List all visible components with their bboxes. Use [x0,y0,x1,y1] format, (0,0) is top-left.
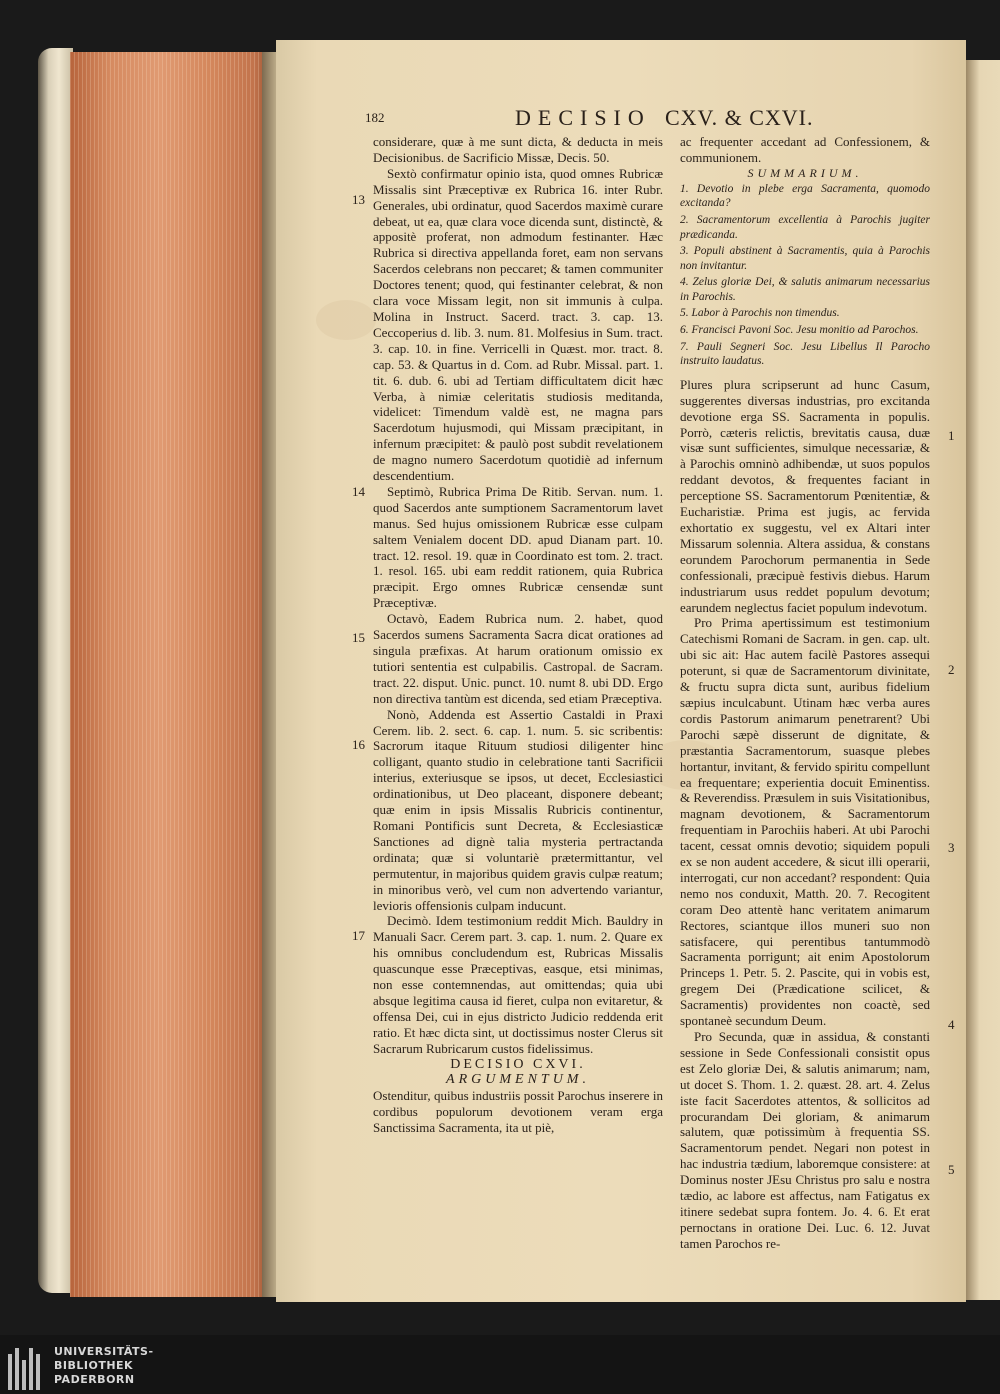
margin-number: 13 [352,192,365,207]
left-column [373,134,663,1136]
margin-number: 1 [948,428,955,443]
paragraph: Octavò, Eadem Rubrica num. 2. habet, quod Sacerdos sumens Sacramenta Sacra dicat orationes ad singula præfixas. At harum orationum omissio ex tutiori sententia est culpabilis. Castropal. de Sacram. tract. 22. disput. Unic. punct. 10. numt 8. ubi DD. Ergo non directiva tantùm est dicenda, sed etiam Præceptiva. [373,611,663,706]
margin-number: 4 [948,1017,955,1032]
page-number: 182 [365,110,385,125]
paragraph: Pro Prima apertissimum est testimonium Catechismi Romani de Sacram. in gen. cap. ult. ubi sic ait: Hac autem facilè Pastores assequi poterunt, si quæ de Sacramentorum divinitate, & fructu supra dicta sunt, auribus fidelium sæpius inculcabunt. Utinam hæc verba aures cordis Pastorum animarum penetrarent? Ubi Parochi sæpè disserunt de dignitate, & præstantia Sacramentorum, suasque plebes hortantur, invitant, & fervido spiritu compellunt ea frequentare; experientia docuit Eminentiss. & Reverendiss. Præsulem in suis Visitationibus, magnam devotionem, & Sacramentorum frequentiam in Parochiis haberi. At ubi Parochi tacent, cessat omnis devotio; siquidem populi ex se non audent accedere, & sicut illi operarii, interrogati, cur non accedant? respondent: Quia nemo nos conduxit, Matth. 20. 7. Recogitent coram Deo attentè hanc veritatem animarum Rectores, sciantque illos muneri suo non satisfacere, qui perentibus tantummodò Sacramenta porrigunt; ait enim Apostolorum Princeps 1. Petr. 5. 2. Pascite, qui in vobis est, gregem Dei (Prædicatione scilicet, & Sacramentis) providentes non coactè, sed spontaneè secundum Deum. [680,615,930,1029]
margin-number: 2 [948,662,955,677]
logo-line: BIBLIOTHEK [54,1359,134,1372]
summarium-title: SUMMARIUM. [747,165,863,180]
summarium-item: 7. Pauli Segneri Soc. Jesu Libellus Il Parocho instruito laudatus. [680,340,930,368]
summarium-item: 5. Labor à Parochis non timendus. [680,307,840,320]
summarium-item: 3. Populi abstinent à Sacramentis, quia à Parochis non invitantur. [680,245,930,272]
book-spine [38,48,73,1293]
paragraph: Septimò, Rubrica Prima De Ritib. Servan. num. 1. quod Sacerdos ante sumptionem Sacramentorum lavet manus. Sed hujus omissionem Rubricæ esse culpam saltem Venialem docent DD. apud Dianam part. 10. tract. 12. resol. 19. quæ in Coordinato est tom. 2. tract. 1. resol. 165. ubi eam reddit rationem, quia Rubrica præcipit. Ergo omnes Rubricæ censendæ sunt Præceptivæ. [373,483,663,611]
paragraph: Nonò, Addenda est Assertio Castaldi in Praxi Cerem. lib. 2. sect. 6. cap. 1. num. 5. sic scribentis: Sacrorum itaque Rituum studiosi diligenter hinc colligant, quanto studio in celebratione tanti Sacrificii interius, exteriusque se ipsos, ut decet, Ecclesiastici ordinationibus, ut Deo placeant, disponere debeant; quæ enim in ipsis Missalis Rubricis continentur, Romani Pontificis sunt Decreta, & Ecclesiasticæ Sanctiones ad dignè talia mysteria pertractanda ordinata; quæ si voluntariè prætermittantur, vel permutentur, in majoribus quidem gravis culpæ reatum; in minoribus verò, vel cum non advertendo variantur, levioris offensionis culpam inducunt. [373,706,663,913]
margin-number: 16 [352,737,365,752]
paragraph: considerare, quæ à me sunt dicta, & deducta in meis Decisionibus. de Sacrificio Missæ, Decis. 50. [373,134,663,165]
logo-text [54,1345,154,1387]
summarium-item: 4. Zelus gloriæ Dei, & salutis animarum necessarius in Parochis. [680,276,930,303]
running-head-title: DECISIO [515,105,651,130]
margin-number: 5 [948,1162,955,1177]
decisio-title: DECISIO CXVI. [450,1056,586,1072]
argumentum-title: ARGUMENTUM. [446,1072,590,1088]
paragraph: Plures plura scripserunt ad hunc Casum, suggerentes diversas industrias, pro excitanda devotione erga SS. Sacramenta in populis. Porrò, cæteris relictis, brevitatis causa, duæ visæ sunt sufficientes, simulque necessariæ, & à Parochis omninò adhibendæ, ut suos populos reddant devotos, & frequentes faciant in perceptione SS. Sacramentorum Pœnitentiæ, & Eucharistiæ. Prima est jugis, ac fervida exhortatio ex suggestu, vel ex Altari inter Missarum solennia. Altera assidua, & constans eorundem Parochorum permanentia in Sede confessionali, præcipuè festivis diebus. Harum industriarum usus reddet populum devotum; earundem neglectus faciet populum indevotum. [680,376,930,615]
paragraph: Pro Secunda, quæ in assidua, & constanti sessione in Sede Confessionali consistit opus est Zelo gloriæ Dei, & salutis animarum; nam, ut docet S. Thom. 1. 2. quæst. 28. art. 4. Zelus iste facit Sacerdotes attentos, & sollicitos ad procurandam Dei gloriam, & animarum salutem, quæ potissimùm à frequentia SS. Sacramentorum pendet. Negari non potest in hac industria tædium, laboremque consistere: at Dominus noster JEsu Christus pro salu e nostra tædio, ac labore est affectus, nam Fatigatus ex itinere sedebat supra fontem. Jo. 4. 6. Et erat pernoctans in oratione Dei. Luc. 6. 12. Juvat tamen Parochos re- [680,1029,930,1251]
right-column [680,134,930,1252]
paragraph: ac frequenter accedant ad Confessionem, & communionem. [680,134,930,165]
margin-number: 3 [948,840,955,855]
running-head [365,105,945,135]
margin-number: 15 [352,630,365,645]
logo-line: PADERBORN [54,1373,135,1386]
logo-bars-icon [8,1348,46,1390]
logo-line: UNIVERSITÄTS- [54,1345,154,1358]
paragraph: Sextò confirmatur opinio ista, quod omnes Rubricæ Missalis sint Præceptivæ ex Rubrica 16. inter Rubr. Generales, ubi ordinatur, quod Sacerdos maximè curare debeat, ut ea, quæ clara voce dicenda sunt, distinctè, & appositè proferat, non admodum festinanter. Hæc Rubrica si directiva appellanda foret, eam non servans Sacerdos celebrans non peccaret; & tamen communiter Doctores tenent; quod, qui festinanter celebrat, & non clara voce Missam legit, non sit immunis à culpa. Molina in Instruct. Sacerd. tract. 3. cap. 13. Ceccoperius d. lib. 3. num. 81. Molfesius in Sum. tract. 3. cap. 10. in fine. Verricelli in Quæst. mor. tract. 8. cap. 53. & Quartus in d. Com. ad Rubr. Missal. part. 1. tit. 6. dub. 6. ubi ad Tertiam difficultatem dicit hæc Verba, à nimiæ celeritatis studiosis meditanda, videlicet: Timendum valdè est, ne magna pars Sacerdotum hujusmodi, qui Missam præcipitant, in infernum præcipitet: & paulò post subdit revelationem de magno numero Sacerdotum quotidiè ad infernum descendentium. [373,165,663,484]
summarium-item: 6. Francisci Pavoni Soc. Jesu monitio ad Parochos. [680,324,919,337]
running-head-title-right: CXV. & CXVI. [665,105,814,130]
summarium-item: 1. Devotio in plebe erga Sacramenta, quomodo excitanda? [680,182,930,210]
paragraph: Decimò. Idem testimonium reddit Mich. Bauldry in Manuali Sacr. Cerem part. 3. cap. 1. num. 2. Quare ex his omnibus concludendum est, Rubricas Missalis quascunque esse Præceptivas, easque, etsi minimas, non esse contemnendas, aut omittendas; quia ubi absque legitima causa id fieret, culpa non evitaretur, & offensa Dei, cui in ejus districto Judicio reddenda erit ratio. Et hæc dicta sint, ut doctissimus noster Clerus sit Sacrarum Rubricarum custos fidelissimus. [373,913,663,1056]
argumentum-text: Ostenditur, quibus industriis possit Parochus inserere in cordibus populorum devotionem veram erga Sanctissima Sacramenta, ita ut piè, [373,1088,663,1136]
page-edges [70,52,270,1297]
facing-page-edge [966,60,1000,1300]
summarium-item: 2. Sacramentorum excellentia à Parochis jugiter prædicanda. [680,213,930,241]
library-logo [6,1345,206,1394]
margin-number: 14 [352,484,365,499]
margin-number: 17 [352,928,365,943]
summarium-list [680,182,930,369]
